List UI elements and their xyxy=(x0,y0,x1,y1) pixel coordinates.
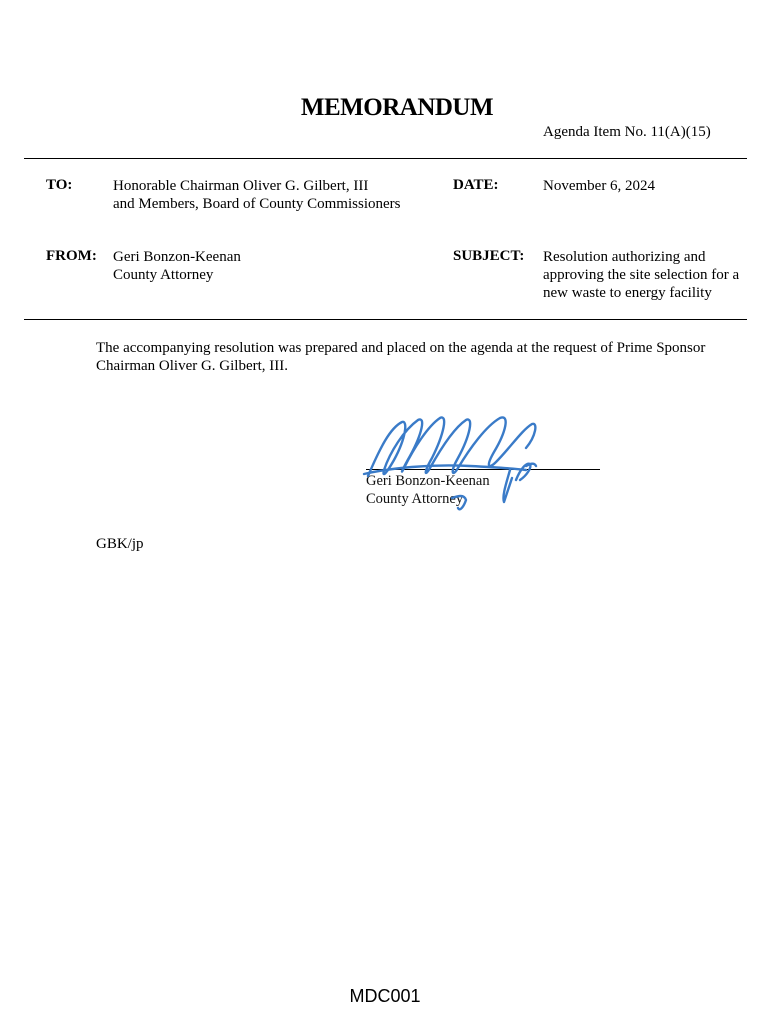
from-line-1: Geri Bonzon-Keenan xyxy=(113,249,241,265)
signer-name: Geri Bonzon-Keenan xyxy=(366,473,490,489)
to-recipient xyxy=(113,177,400,213)
to-line-1: Honorable Chairman Oliver G. Gilbert, III xyxy=(113,178,369,194)
document-id-footer: MDC001 xyxy=(349,986,421,1006)
subject-value xyxy=(543,248,739,302)
subject-line-2: approving the site selection for a xyxy=(543,267,740,283)
to-label: TO: xyxy=(46,177,73,193)
memo-title: MEMORANDUM xyxy=(300,94,494,121)
date-value: November 6, 2024 xyxy=(543,178,656,194)
subject-line-1: Resolution authorizing and xyxy=(543,249,706,265)
typist-initials: GBK/jp xyxy=(96,536,144,552)
header-bottom-rule xyxy=(24,319,747,320)
memo-body xyxy=(96,339,736,375)
subject-line-3: new waste to energy facility xyxy=(543,285,712,301)
from-sender xyxy=(113,248,241,284)
body-line-1: The accompanying resolution was prepared and placed on the agenda at the request of Prime Sponsor xyxy=(96,340,706,356)
body-line-2: Chairman Oliver G. Gilbert, III. xyxy=(96,358,289,374)
from-line-2: County Attorney xyxy=(113,267,214,283)
from-label: FROM: xyxy=(46,248,97,264)
to-line-2: and Members, Board of County Commissioners xyxy=(113,196,401,212)
subject-label: SUBJECT: xyxy=(453,248,525,264)
header-top-rule xyxy=(24,158,747,159)
agenda-item-number: Agenda Item No. 11(A)(15) xyxy=(543,124,711,140)
date-label: DATE: xyxy=(453,177,499,193)
signer-title: County Attorney xyxy=(366,491,464,507)
handwritten-signature xyxy=(360,408,550,513)
